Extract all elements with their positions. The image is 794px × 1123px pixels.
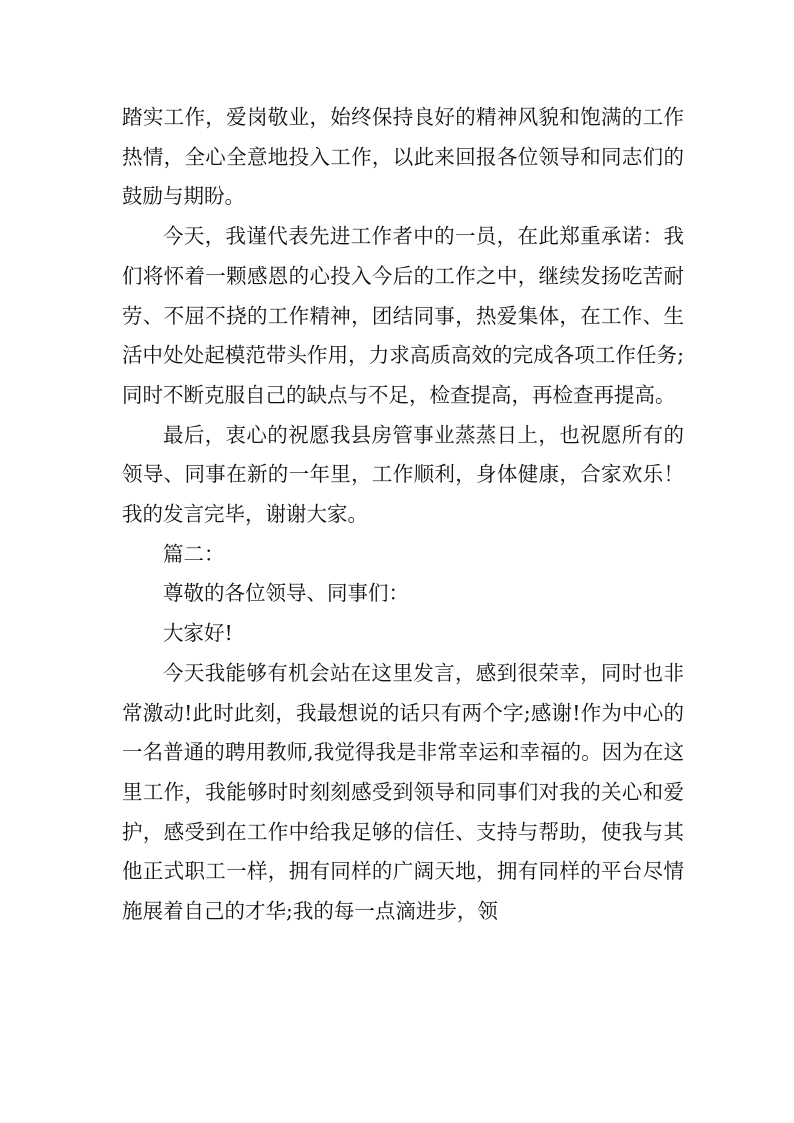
document-body — [122, 98, 684, 932]
section-heading: 篇二： — [163, 541, 225, 566]
greeting: 大家好! — [163, 621, 233, 646]
paragraph-speech: 今天我能够有机会站在这里发言，感到很荣幸，同时也非常激动!此时此刻，我最想说的话只有两个字;感谢!作为中心的一名普通的聘用教师,我觉得我是非常幸运和幸福的。因为在这里工作，我能够时时刻刻感受到领导和同事们对我的关心和爱护，感受到在工作中给我足够的信任、支持与帮助，使我与其他正式职工一样，拥有同样的广阔天地，拥有同样的平台尽情施展着自己的才华;我的每一点滴进步，领 — [122, 660, 684, 924]
paragraph-continuation: 踏实工作，爱岗敬业，始终保持良好的精神风貌和饱满的工作热情，全心全意地投入工作，以此来回报各位领导和同志们的鼓励与期盼。 — [122, 105, 684, 209]
paragraph-closing: 最后，衷心的祝愿我县房管事业蒸蒸日上，也祝愿所有的领导、同事在新的一年里，工作顺利，身体健康，合家欢乐！我的发言完毕，谢谢大家。 — [122, 422, 684, 527]
salutation: 尊敬的各位领导、同事们： — [163, 581, 409, 606]
paragraph-pledge: 今天，我谨代表先进工作者中的一员，在此郑重承诺：我们将怀着一颗感恩的心投入今后的工作之中，继续发扬吃苦耐劳、不屈不挠的工作精神，团结同事，热爱集体，在工作、生活中处处起模范带头作用，力求高质高效的完成各项工作任务;同时不断克服自己的缺点与不足，检查提高，再检查再提高。 — [122, 224, 684, 407]
